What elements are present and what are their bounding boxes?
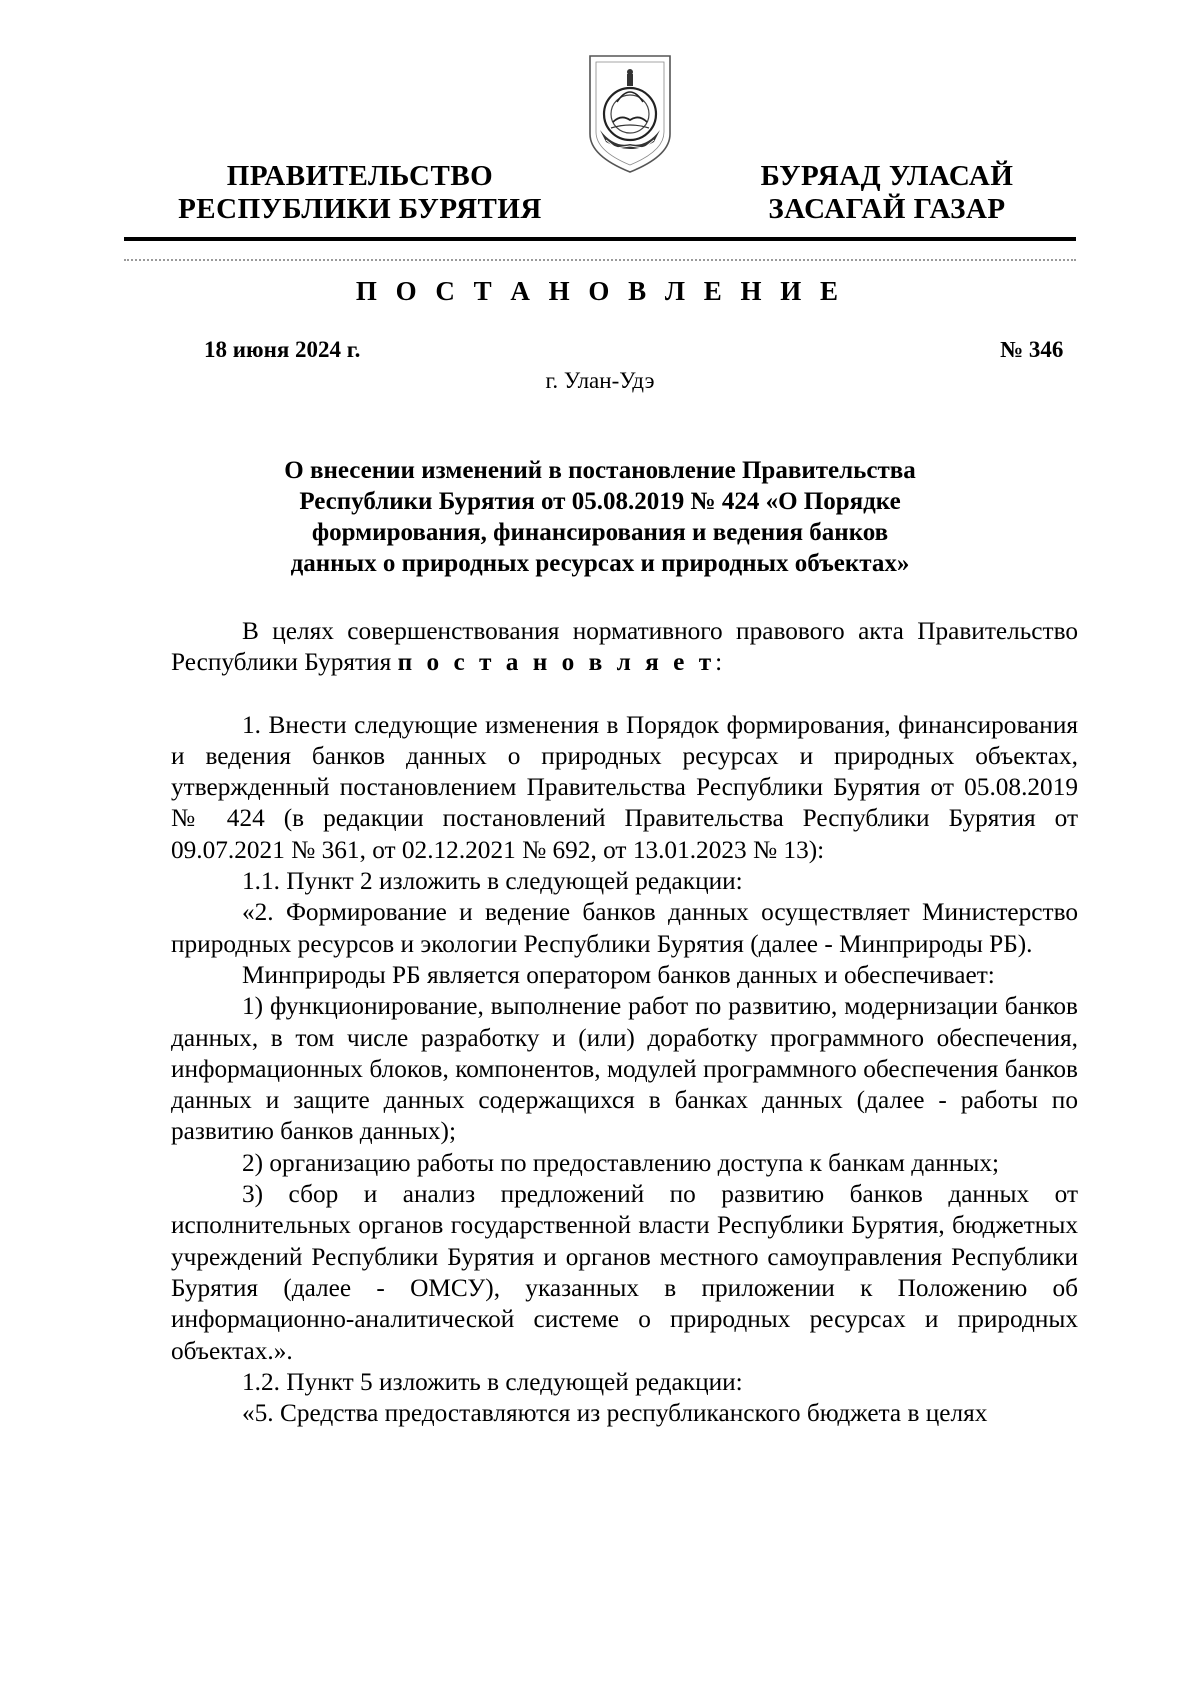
paragraph-operator: Минприроды РБ является оператором банков данных и обеспечивает:: [242, 960, 995, 989]
coat-of-arms-icon: [584, 52, 676, 176]
header-divider-thick: [124, 237, 1076, 241]
preamble-paragraph: [171, 616, 1078, 679]
document-type-heading: П О С Т А Н О В Л Е Н И Е: [355, 276, 845, 306]
paragraph-1-1: 1.1. Пункт 2 изложить в следующей редакции:: [242, 867, 743, 896]
document-date: 18 июня 2024 г.: [204, 337, 361, 362]
document-city: г. Улан-Удэ: [545, 368, 655, 393]
document-title: [200, 455, 1000, 579]
paragraph-1-1-text: «2. Формирование и ведение банков данных осуществляет Министерство природных ресурсов и экологии Республики Бурятия (далее - Минприроды РБ).: [171, 898, 1078, 958]
government-name-buryat-line1: БУРЯАД УЛАСАЙ: [760, 160, 1014, 192]
decree-keyword: п о с т а н о в л я е т: [397, 648, 716, 677]
preamble-end: :: [715, 648, 723, 677]
header-divider-dotted: [124, 259, 1076, 261]
title-line: данных о природных ресурсах и природных объектах»: [290, 550, 910, 577]
list-item-1: 1) функционирование, выполнение работ по развитию, модернизации банков данных, в том числе разработку и (или) доработку программного обеспечения, информационных блоков, компонентов, модулей программного обеспечения банков данных и защите данных содержащихся в банках данных (далее - работы по развитию банков данных);: [171, 992, 1078, 1146]
paragraph-1: 1. Внести следующие изменения в Порядок формирования, финансирования и ведения банков данных о природных ресурсах и природных объектах, утвержденный постановлением Правительства Республики Бурятия от 05.08.2019 № 424 (в редакции постановлений Правительства Республики Бурятия от 09.07.2021 № 361, от 02.12.2021 № 692, от 13.01.2023 № 13):: [171, 710, 1078, 864]
preamble-text: В целях совершенствования нормативного правового акта Правительство Республики Бурятия: [171, 617, 1078, 677]
government-name-russian: [175, 160, 545, 226]
list-item-3: 3) сбор и анализ предложений по развитию банков данных от исполнительных органов государственной власти Республики Бурятия, бюджетных учреждений Республики Бурятия и органов местного самоуправления Республики Бурятия (далее - ОМСУ), указанных в приложении к Положению об информационно-аналитической системе о природных ресурсах и природных объектах.».: [171, 1180, 1078, 1365]
government-name-buryat-line2: ЗАСАГАЙ ГАЗАР: [768, 193, 1006, 225]
title-line: формирования, финансирования и ведения банков: [311, 519, 889, 546]
paragraph-1-2: 1.2. Пункт 5 изложить в следующей редакции:: [242, 1367, 743, 1396]
government-name-buryat: [742, 160, 1032, 226]
document-body: [171, 616, 1078, 1429]
title-line: О внесении изменений в постановление Правительства: [284, 457, 916, 484]
paragraph-1-2-text: «5. Средства предоставляются из республиканского бюджета в целях: [242, 1399, 988, 1428]
government-name-line2: РЕСПУБЛИКИ БУРЯТИЯ: [178, 193, 542, 225]
title-line: Республики Бурятия от 05.08.2019 № 424 «О Порядке: [299, 488, 901, 515]
government-name-line1: ПРАВИТЕЛЬСТВО: [226, 160, 494, 192]
list-item-2: 2) организацию работы по предоставлению доступа к банкам данных;: [242, 1148, 1000, 1177]
document-number: № 346: [1000, 337, 1064, 362]
